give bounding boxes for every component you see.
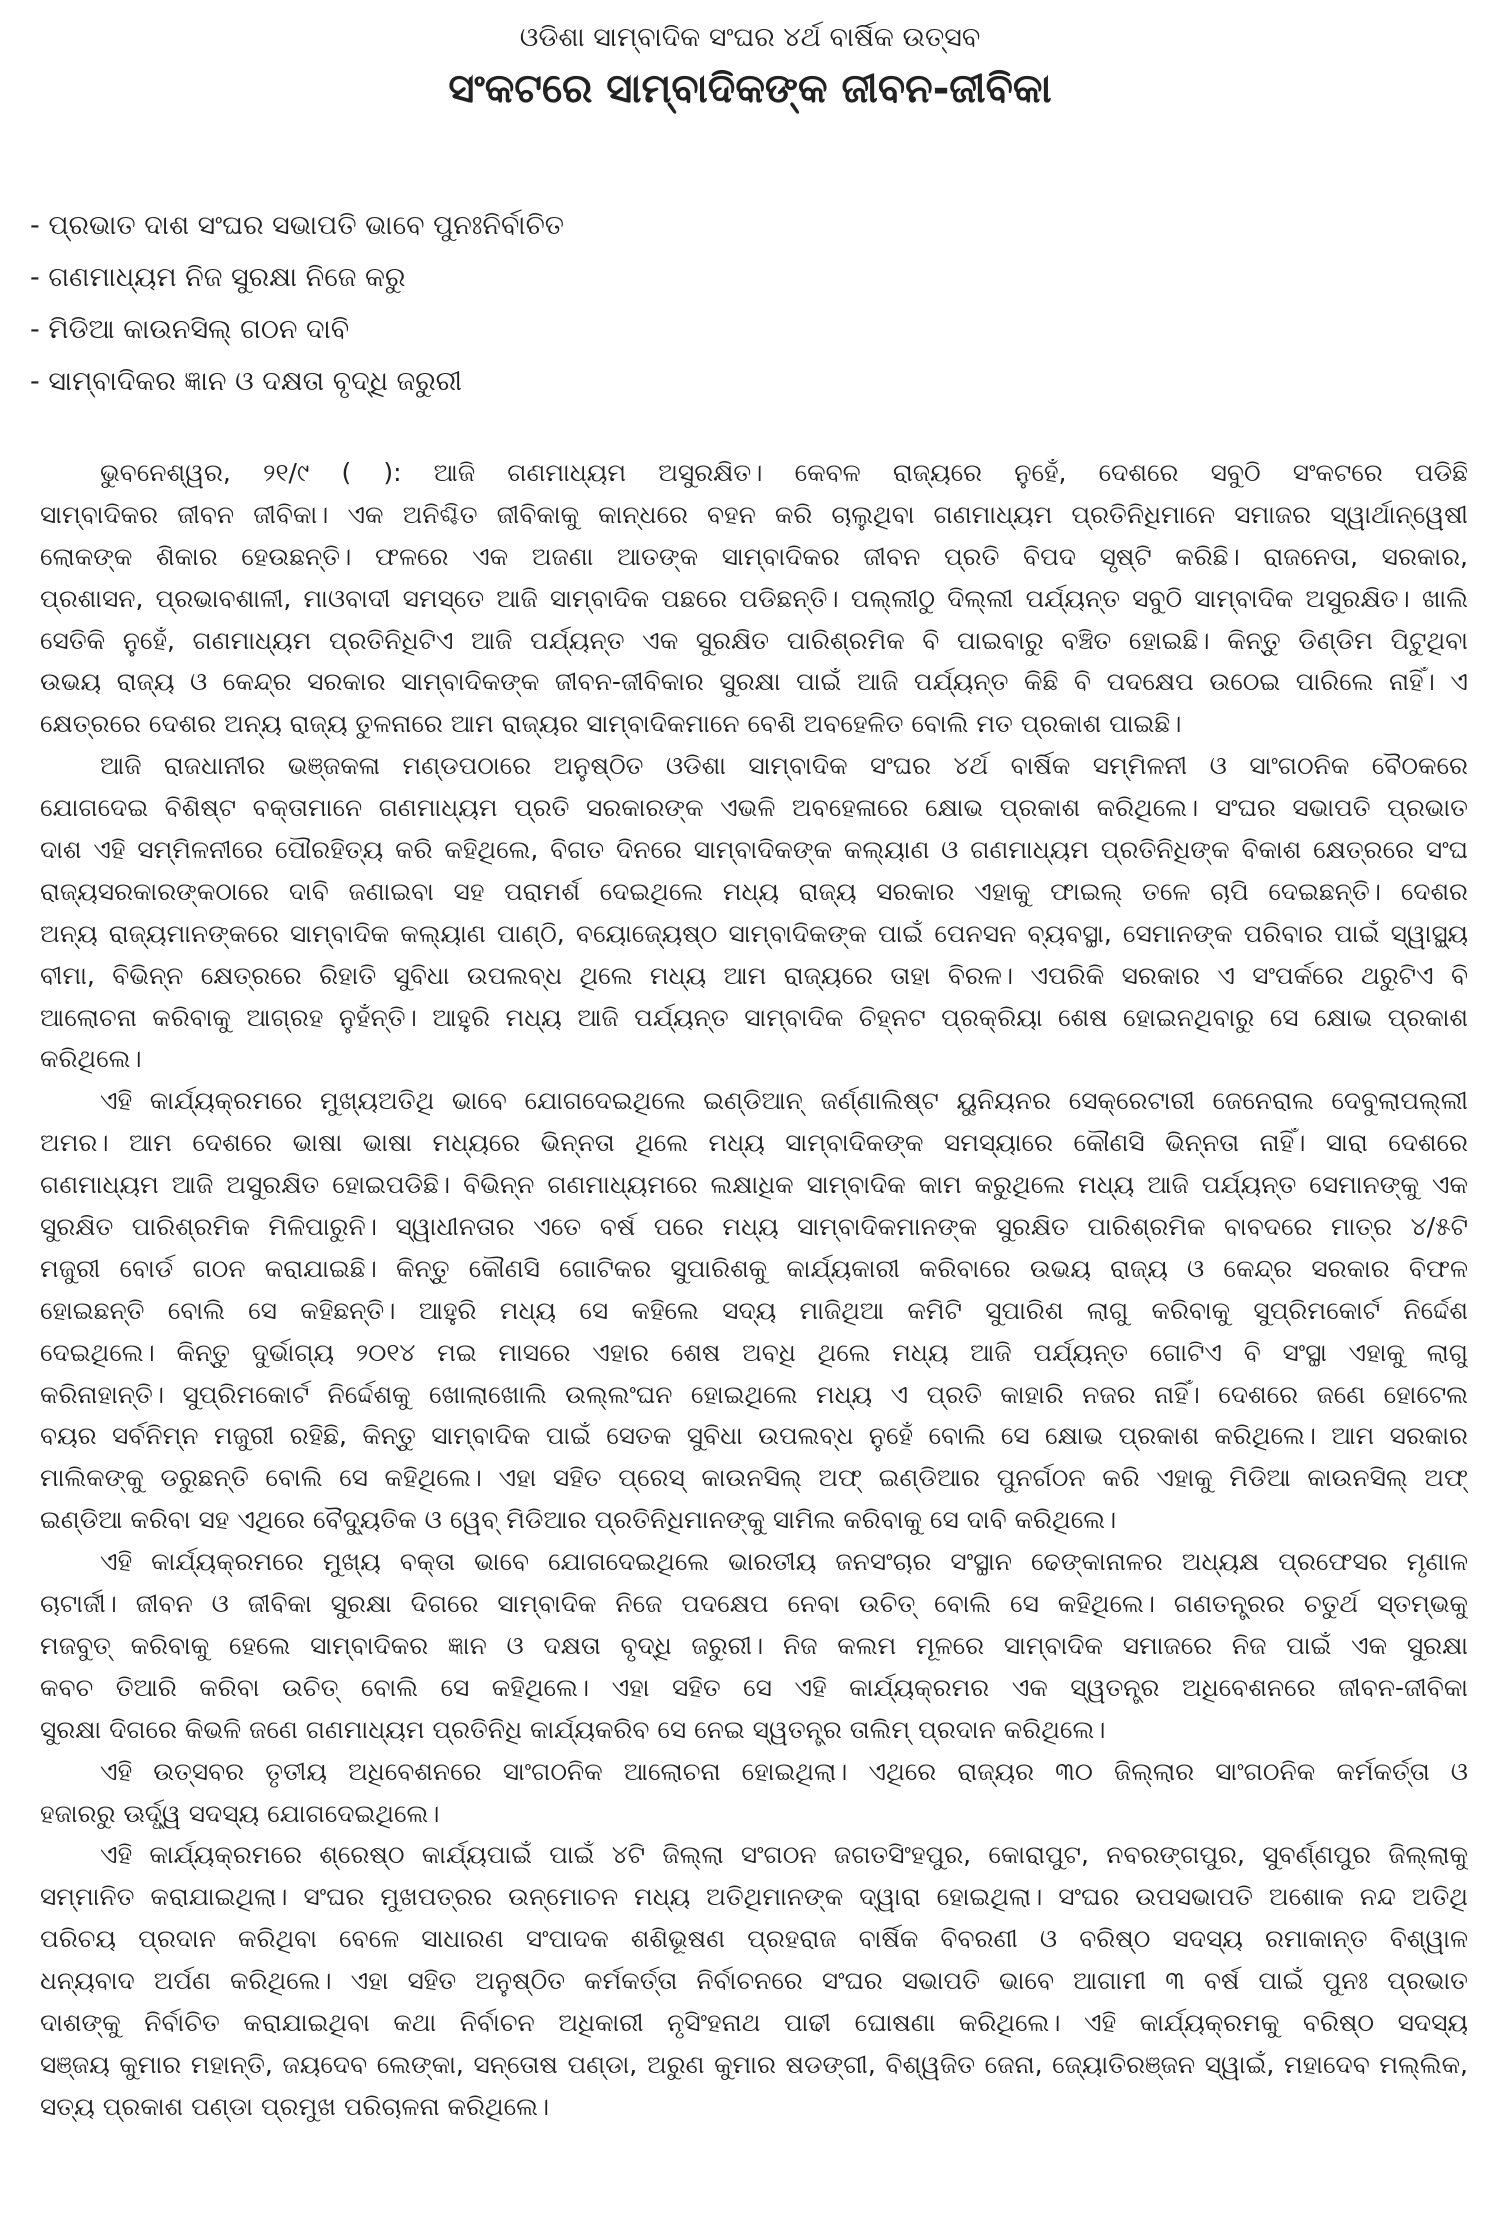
paragraph-line: ସଞ୍ଜୟ କୁମାର ମହାନ୍ତି, ଜୟଦେବ ଲେଙ୍କା, ସନ୍ତୋଷ ପଣ୍ଡା, ଅରୁଣ କୁମାର ଷଡଙ୍ଗୀ, ବିଶ୍ୱଜିତ ଜେନା, ଜ୍ୟୋତିରଞ୍ଜନ ସ୍ୱାଇଁ, ମହାଦେବ ମଲ୍ଲିକ,: [40, 2049, 1468, 2079]
paragraph-line: ମଜୁରୀ ବୋର୍ଡ ଗଠନ କରାଯାଇଛି। କିନ୍ତୁ କୌଣସି ଗୋଟିକର ସୁପାରିଶକୁ କାର୍ଯ୍ୟକାରୀ କରିବାରେ ଉଭୟ ରାଜ୍ୟ ଓ କେନ୍ଦ୍ର ସରକାର ବିଫଳ: [40, 1253, 1468, 1283]
article-paragraph: [40, 1080, 1468, 1541]
highlights-list: [30, 200, 1030, 408]
article-paragraph: [40, 1751, 1468, 1835]
headline: ସଂକଟରେ ସାମ୍ବାଦିକଙ୍କ ଜୀବନ-ଜୀବିକା: [448, 66, 1052, 112]
paragraph-line: ସାମ୍ବାଦିକର ଜୀବନ ଜୀବିକା। ଏକ ଅନିଶ୍ଚିତ ଜୀବିକାକୁ କାନ୍ଧରେ ବହନ କରି ଚାଲୁଥିବା ଗଣମାଧ୍ୟମ ପ୍ରତିନିଧିମାନେ ସମାଜର ସ୍ୱାର୍ଥାନ୍ୱେଷୀ: [40, 499, 1468, 529]
paragraph-line: ଇଣ୍ଡିଆ କରିବା ସହ ଏଥିରେ ବୈଦ୍ୟୁତିକ ଓ ୱେବ୍ ମିଡିଆର ପ୍ରତିନିଧିମାନଙ୍କୁ ସାମିଲ କରିବାକୁ ସେ ଦାବି କରିଥିଲେ।: [40, 1505, 1117, 1535]
paragraph-line: କବଚ ତିଆରି କରିବା ଉଚିତ୍ ବୋଲି ସେ କହିଥିଲେ। ଏହା ସହିତ ସେ ଏହି କାର୍ଯ୍ୟକ୍ରମର ଏକ ସ୍ୱତନ୍ତ୍ର ଅଧିବେଶନରେ ଜୀବନ-ଜୀବିକା: [40, 1672, 1468, 1702]
paragraph-line: ଏହି ଉତ୍ସବର ତୃତୀୟ ଅଧିବେଶନରେ ସାଂଗଠନିକ ଆଲୋଚନା ହୋଇଥିଲା। ଏଥିରେ ରାଜ୍ୟର ୩୦ ଜିଲ୍ଲାର ସାଂଗଠନିକ କର୍ମକର୍ତ୍ତା ଓ: [100, 1756, 1468, 1786]
paragraph-line: ହଜାରରୁ ଊର୍ଦ୍ଧ୍ୱ ସଦସ୍ୟ ଯୋଗଦେଇଥିଲେ।: [40, 1798, 440, 1828]
paragraph-line: କରିଥିଲେ।: [40, 1044, 142, 1074]
paragraph-line: ଧନ୍ୟବାଦ ଅର୍ପଣ କରିଥିଲେ। ଏହା ସହିତ ଅନୁଷ୍ଠିତ କର୍ମକର୍ତ୍ତା ନିର୍ବାଚନରେ ସଂଘର ସଭାପତି ଭାବେ ଆଗାମୀ ୩ ବର୍ଷ ପାଇଁ ପୁନଃ ପ୍ରଭାତ: [40, 1966, 1468, 1996]
paragraph-line: ପ୍ରଶାସନ, ପ୍ରଭାବଶାଳୀ, ମାଓବାଦୀ ସମସ୍ତେ ଆଜି ସାମ୍ବାଦିକ ପଛରେ ପଡିଛନ୍ତି। ପଲ୍ଲୀଠୁ ଦିଲ୍ଲୀ ପର୍ଯ୍ୟନ୍ତ ସବୁଠି ସାମ୍ବାଦିକ ଅସୁରକ୍ଷିତ। ଖାଲି: [40, 583, 1468, 613]
paragraph-line: ଆଜି ରାଜଧାନୀର ଭଞ୍ଜକଳା ମଣ୍ଡପଠାରେ ଅନୁଷ୍ଠିତ ଓଡିଶା ସାମ୍ବାଦିକ ସଂଘର ୪ର୍ଥ ବାର୍ଷିକ ସମ୍ମିଳନୀ ଓ ସାଂଗଠନିକ ବୈଠକରେ: [100, 751, 1468, 781]
paragraph-line: ଚାଟାର୍ଜୀ। ଜୀବନ ଓ ଜୀବିକା ସୁରକ୍ଷା ଦିଗରେ ସାମ୍ବାଦିକ ନିଜେ ପଦକ୍ଷେପ ନେବା ଉଚିତ୍ ବୋଲି ସେ କହିଥିଲେ। ଗଣତନ୍ତ୍ରର ଚତୁର୍ଥ ସ୍ତମ୍ଭକୁ: [40, 1589, 1468, 1619]
paragraph-line: ପରିଚୟ ପ୍ରଦାନ କରିଥିବା ବେଳେ ସାଧାରଣ ସଂପାଦକ ଶଶିଭୂଷଣ ପ୍ରହରାଜ ବାର୍ଷିକ ବିବରଣୀ ଓ ବରିଷ୍ଠ ସଦସ୍ୟ ରମାକାନ୍ତ ବିଶ୍ୱାଳ: [40, 1924, 1468, 1954]
article-paragraph: [40, 1834, 1468, 2127]
highlight-item: - ପ୍ରଭାତ ଦାଶ ସଂଘର ସଭାପତି ଭାବେ ପୁନଃନିର୍ବାଚିତ: [30, 210, 565, 241]
paragraph-line: ଅନ୍ୟ ରାଜ୍ୟମାନଙ୍କରେ ସାମ୍ବାଦିକ କଲ୍ୟାଣ ପାଣ୍ଠି, ବୟୋଜ୍ୟେଷ୍ଠ ସାମ୍ବାଦିକଙ୍କ ପାଇଁ ପେନସନ ବ୍ୟବସ୍ଥା, ସେମାନଙ୍କ ପରିବାର ପାଇଁ ସ୍ୱାସ୍ଥ୍ୟ: [40, 918, 1468, 948]
paragraph-line: ଦେଇଥିଲେ। କିନ୍ତୁ ଦୁର୍ଭାଗ୍ୟ ୨୦୧୪ ମଇ ମାସରେ ଏହାର ଶେଷ ଅବଧି ଥିଲେ ମଧ୍ୟ ଆଜି ପର୍ଯ୍ୟନ୍ତ ଗୋଟିଏ ବି ସଂସ୍ଥା ଏହାକୁ ଲାଗୁ: [40, 1337, 1468, 1367]
highlight-item: - ସାମ୍ବାଦିକର ଜ୍ଞାନ ଓ ଦକ୍ଷତା ବୃଦ୍ଧି ଜରୁରୀ: [30, 366, 463, 397]
paragraph-line: ସତ୍ୟ ପ୍ରକାଶ ପଣ୍ଡା ପ୍ରମୁଖ ପରିଚାଳନା କରିଥିଲେ।: [40, 2091, 550, 2121]
paragraph-line: ବୀମା, ବିଭିନ୍ନ କ୍ଷେତ୍ରରେ ରିହାତି ସୁବିଧା ଉପଲବ୍ଧ ଥିଲେ ମଧ୍ୟ ଆମ ରାଜ୍ୟରେ ତାହା ବିରଳ। ଏପରିକି ସରକାର ଏ ସଂପର୍କରେ ଥରୁଟିଏ ବି: [40, 960, 1468, 990]
paragraph-line: ଅମର। ଆମ ଦେଶରେ ଭାଷା ଭାଷା ମଧ୍ୟରେ ଭିନ୍ନତା ଥିଲେ ମଧ୍ୟ ସାମ୍ବାଦିକଙ୍କ ସମସ୍ୟାରେ କୌଣସି ଭିନ୍ନତା ନାହିଁ। ସାରା ଦେଶରେ: [40, 1128, 1468, 1158]
paragraph-line: ଲୋକଙ୍କ ଶିକାର ହେଉଛନ୍ତି। ଫଳରେ ଏକ ଅଜଣା ଆତଙ୍କ ସାମ୍ବାଦିକର ଜୀବନ ପ୍ରତି ବିପଦ ସୃଷ୍ଟି କରିଛି। ରାଜନେତା, ସରକାର,: [40, 541, 1468, 571]
event-kicker: ଓଡିଶା ସାମ୍ବାଦିକ ସଂଘର ୪ର୍ଥ ବାର୍ଷିକ ଉତ୍ସବ: [519, 22, 981, 53]
article-body: [40, 452, 1468, 2128]
paragraph-line: ସମ୍ମାନିତ କରାଯାଇଥିଲା। ସଂଘର ମୁଖପତ୍ରର ଉନ୍ମୋଚନ ମଧ୍ୟ ଅତିଥିମାନଙ୍କ ଦ୍ୱାରା ହୋଇଥିଲା। ସଂଘର ଉପସଭାପତି ଅଶୋକ ନନ୍ଦ ଅତିଥି: [40, 1882, 1468, 1912]
article-paragraph: [40, 452, 1468, 745]
paragraph-line: ହୋଇଛନ୍ତି ବୋଲି ସେ କହିଛନ୍ତି। ଆହୁରି ମଧ୍ୟ ସେ କହିଲେ ସଦ୍ୟ ମାଜିଥିଆ କମିଟି ସୁପାରିଶ ଲାଗୁ କରିବାକୁ ସୁପ୍ରିମକୋର୍ଟ ନିର୍ଦ୍ଦେଶ: [40, 1295, 1468, 1325]
paragraph-line: ଯୋଗଦେଇ ବିଶିଷ୍ଟ ବକ୍ତାମାନେ ଗଣମାଧ୍ୟମ ପ୍ରତି ସରକାରଙ୍କ ଏଭଳି ଅବହେଳାରେ କ୍ଷୋଭ ପ୍ରକାଶ କରିଥିଲେ। ସଂଘର ସଭାପତି ପ୍ରଭାତ: [40, 793, 1468, 823]
paragraph-line: ଭୁବନେଶ୍ୱର, ୨୧/୯ ( ): ଆଜି ଗଣମାଧ୍ୟମ ଅସୁରକ୍ଷିତ। କେବଳ ରାଜ୍ୟରେ ନୁହେଁ, ଦେଶରେ ସବୁଠି ସଂକଟରେ ପଡିଛି: [100, 458, 1468, 487]
highlight-item: - ଗଣମାଧ୍ୟମ ନିଜ ସୁରକ୍ଷା ନିଜେ କରୁ: [30, 262, 406, 293]
paragraph-line: ମଜବୁତ୍ କରିବାକୁ ହେଲେ ସାମ୍ବାଦିକର ଜ୍ଞାନ ଓ ଦକ୍ଷତା ବୃଦ୍ଧି ଜରୁରୀ। ନିଜ କଲମ ମୂଳରେ ସାମ୍ବାଦିକ ସମାଜରେ ନିଜ ପାଇଁ ଏକ ସୁରକ୍ଷା: [40, 1630, 1468, 1660]
paragraph-line: ସେତିକି ନୁହେଁ, ଗଣମାଧ୍ୟମ ପ୍ରତିନିଧିଟିଏ ଆଜି ପର୍ଯ୍ୟନ୍ତ ଏକ ସୁରକ୍ଷିତ ପାରିଶ୍ରମିକ ବି ପାଇବାରୁ ବଞ୍ଚିତ ହୋଇଛି। କିନ୍ତୁ ଡିଣ୍ଡିମ ପିଟୁଥିବା: [40, 625, 1468, 655]
article-paragraph: [40, 1541, 1468, 1750]
paragraph-line: କରିନାହାନ୍ତି। ସୁପ୍ରିମକୋର୍ଟ ନିର୍ଦ୍ଦେଶକୁ ଖୋଲାଖୋଲି ଉଲ୍ଲଂଘନ ହୋଇଥିଲେ ମଧ୍ୟ ଏ ପ୍ରତି କାହାରି ନଜର ନାହିଁ। ଦେଶରେ ଜଣେ ହୋଟେଲ: [40, 1379, 1468, 1409]
highlight-item: - ମିଡିଆ କାଉନସିଲ୍ ଗଠନ ଦାବି: [30, 314, 350, 345]
paragraph-line: ସୁରକ୍ଷା ଦିଗରେ କିଭଳି ଜଣେ ଗଣମାଧ୍ୟମ ପ୍ରତିନିଧି କାର୍ଯ୍ୟକରିବ ସେ ନେଇ ସ୍ୱତନ୍ତ୍ର ତାଲିମ୍ ପ୍ରଦାନ କରିଥିଲେ।: [40, 1714, 1106, 1744]
paragraph-line: ମାଲିକଙ୍କୁ ଡରୁଛନ୍ତି ବୋଲି ସେ କହିଥିଲେ। ଏହା ସହିତ ପ୍ରେସ୍ କାଉନସିଲ୍ ଅଫ୍ ଇଣ୍ଡିଆର ପୁନର୍ଗଠନ କରି ଏହାକୁ ମିଡିଆ କାଉନସିଲ୍ ଅଫ୍: [40, 1463, 1468, 1493]
paragraph-line: ଦାଶଙ୍କୁ ନିର୍ବାଚିତ କରାଯାଇଥିବା କଥା ନିର୍ବାଚନ ଅଧିକାରୀ ନୃସିଂହନାଥ ପାଢୀ ଘୋଷଣା କରିଥିଲେ। ଏହି କାର୍ଯ୍ୟକ୍ରମକୁ ବରିଷ୍ଠ ସଦସ୍ୟ: [40, 2007, 1468, 2037]
paragraph-line: ଏହି କାର୍ଯ୍ୟକ୍ରମରେ ମୁଖ୍ୟଅତିଥି ଭାବେ ଯୋଗଦେଇଥିଲେ ଇଣ୍ଡିଆନ୍ ଜର୍ଣ୍ଣାଲିଷ୍ଟ ୟୁନିୟନର ସେକ୍ରେଟାରୀ ଜେନେରାଲ ଦେବୁଲାପଲ୍ଲୀ: [100, 1086, 1468, 1116]
paragraph-line: ଆଲୋଚନା କରିବାକୁ ଆଗ୍ରହ ନୁହଁନ୍ତି। ଆହୁରି ମଧ୍ୟ ଆଜି ପର୍ଯ୍ୟନ୍ତ ସାମ୍ବାଦିକ ଚିହ୍ନଟ ପ୍ରକ୍ରିୟା ଶେଷ ହୋଇନଥିବାରୁ ସେ କ୍ଷୋଭ ପ୍ରକାଶ: [40, 1002, 1468, 1032]
paragraph-line: ଗଣମାଧ୍ୟମ ଆଜି ଅସୁରକ୍ଷିତ ହୋଇପଡିଛି। ବିଭିନ୍ନ ଗଣମାଧ୍ୟମରେ ଲକ୍ଷାଧିକ ସାମ୍ବାଦିକ କାମ କରୁଥିଲେ ମଧ୍ୟ ଆଜି ପର୍ଯ୍ୟନ୍ତ ସେମାନଙ୍କୁ ଏକ: [40, 1170, 1468, 1200]
paragraph-line: ଏହି କାର୍ଯ୍ୟକ୍ରମରେ ଶ୍ରେଷ୍ଠ କାର୍ଯ୍ୟପାଇଁ ପାଇଁ ୪ଟି ଜିଲ୍ଲା ସଂଗଠନ ଜଗତସିଂହପୁର, କୋରାପୁଟ, ନବରଙ୍ଗପୁର, ସୁବର୍ଣ୍ଣପୁର ଜିଲ୍ଲାକୁ: [100, 1840, 1468, 1870]
paragraph-line: ଉଭୟ ରାଜ୍ୟ ଓ କେନ୍ଦ୍ର ସରକାର ସାମ୍ବାଦିକଙ୍କ ଜୀବନ-ଜୀବିକାର ସୁରକ୍ଷା ପାଇଁ ଆଜି ପର୍ଯ୍ୟନ୍ତ କିଛି ବି ପଦକ୍ଷେପ ଉଠେଇ ପାରିଲେ ନାହିଁ। ଏ: [40, 667, 1468, 697]
article-paragraph: [40, 745, 1468, 1080]
paragraph-line: ବୟର ସର୍ବନିମ୍ନ ମଜୁରୀ ରହିଛି, କିନ୍ତୁ ସାମ୍ବାଦିକ ପାଇଁ ସେତକ ସୁବିଧା ଉପଲବ୍ଧ ନୁହେଁ ବୋଲି ସେ କ୍ଷୋଭ ପ୍ରକାଶ କରିଥିଲେ। ଆମ ସରକାର: [40, 1421, 1468, 1451]
paragraph-line: ସୁରକ୍ଷିତ ପାରିଶ୍ରମିକ ମିଳିପାରୁନି। ସ୍ୱାଧୀନତାର ଏତେ ବର୍ଷ ପରେ ମଧ୍ୟ ସାମ୍ବାଦିକମାନଙ୍କ ସୁରକ୍ଷିତ ପାରିଶ୍ରମିକ ବାବଦରେ ମାତ୍ର ୪/୫ଟି: [40, 1212, 1468, 1242]
paragraph-line: ରାଜ୍ୟସରକାରଙ୍କଠାରେ ଦାବି ଜଣାଇବା ସହ ପରାମର୍ଶ ଦେଇଥିଲେ ମଧ୍ୟ ରାଜ୍ୟ ସରକାର ଏହାକୁ ଫାଇଲ୍ ତଳେ ଚାପି ଦେଇଛନ୍ତି। ଦେଶର: [40, 876, 1468, 906]
paragraph-line: ଦାଶ ଏହି ସମ୍ମିଳନୀରେ ପୌରହିତ୍ୟ କରି କହିଥିଲେ, ବିଗତ ଦିନରେ ସାମ୍ବାଦିକଙ୍କ କଲ୍ୟାଣ ଓ ଗଣମାଧ୍ୟମ ପ୍ରତିନିଧିଙ୍କ ବିକାଶ କ୍ଷେତ୍ରରେ ସଂଘ: [40, 835, 1468, 865]
paragraph-line: ଏହି କାର୍ଯ୍ୟକ୍ରମରେ ମୁଖ୍ୟ ବକ୍ତା ଭାବେ ଯୋଗଦେଇଥିଲେ ଭାରତୀୟ ଜନସଂଚାର ସଂସ୍ଥାନ ଢେଙ୍କାନାଳର ଅଧ୍ୟକ୍ଷ ପ୍ରଫେସର ମୃଣାଳ: [100, 1547, 1468, 1577]
paragraph-line: କ୍ଷେତ୍ରରେ ଦେଶର ଅନ୍ୟ ରାଜ୍ୟ ତୁଳନାରେ ଆମ ରାଜ୍ୟର ସାମ୍ବାଦିକମାନେ ବେଶି ଅବହେଳିତ ବୋଲି ମତ ପ୍ରକାଶ ପାଇଛି।: [40, 709, 1182, 739]
